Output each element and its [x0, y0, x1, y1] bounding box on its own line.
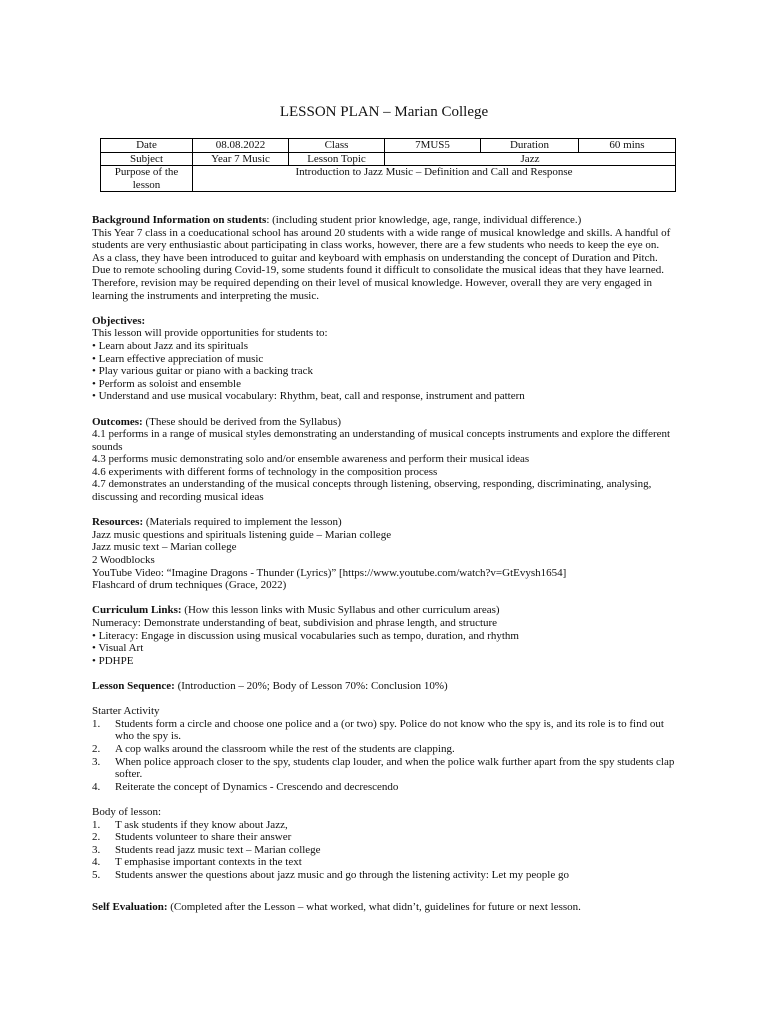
outcomes-note: (These should be derived from the Syllabus): [142, 415, 341, 428]
list-text: T emphasise important contexts in the text: [115, 856, 302, 869]
table-cell: Class: [289, 139, 385, 153]
body-list: [92, 819, 677, 882]
list-item: • PDHPE: [92, 654, 134, 667]
list-item: [92, 844, 677, 857]
curriculum-heading: Curriculum Links:: [92, 604, 182, 617]
table-cell: Year 7 Music: [193, 152, 289, 166]
lesson-info-table: [100, 138, 676, 192]
list-item: • Perform as soloist and ensemble: [92, 377, 241, 390]
objectives-heading: Objectives:: [92, 314, 146, 327]
list-text: Reiterate the concept of Dynamics - Crescendo and decrescendo: [115, 780, 399, 793]
list-number: 5.: [92, 868, 101, 881]
table-cell: Purpose of the lesson: [101, 166, 193, 192]
list-text: Students answer the questions about jazz music and go through the listening activity: Let my people go: [115, 868, 569, 881]
sequence-heading-line: [92, 680, 677, 693]
list-text: T ask students if they know about Jazz,: [115, 818, 288, 831]
list-item: 4.7 demonstrates an understanding of the musical concepts through listening, observing, responding, discriminating, analysing, discussing and recording musical ideas: [92, 478, 652, 504]
list-text: Students volunteer to share their answer: [115, 831, 292, 844]
list-text: A cop walks around the classroom while the rest of the students are clapping.: [115, 742, 455, 755]
outcomes-heading: Outcomes:: [92, 415, 143, 428]
list-item: [92, 869, 677, 882]
list-number: 1.: [92, 818, 101, 831]
list-number: 2.: [92, 831, 101, 844]
list-item: [92, 781, 677, 794]
curriculum-note: (How this lesson links with Music Syllabus and other curriculum areas): [181, 604, 500, 617]
list-item: [92, 743, 677, 756]
background-heading-line: [92, 214, 677, 227]
list-item: • Visual Art: [92, 642, 144, 655]
resources-heading: Resources:: [92, 516, 144, 529]
list-item: 2 Woodblocks: [92, 554, 155, 567]
table-cell: 08.08.2022: [193, 139, 289, 153]
resources-note: (Materials required to implement the lesson): [143, 516, 342, 529]
curriculum-heading-line: [92, 604, 677, 617]
list-number: 3.: [92, 843, 101, 856]
resources-heading-line: [92, 516, 677, 529]
body-label: Body of lesson:: [92, 805, 162, 818]
list-item: [92, 756, 677, 781]
background-paragraph: As a class, they have been introduced to guitar and keyboard with emphasis on understanding the concept of Duration and Pitch. Due to remote schooling during Covid-19, some students found it difficult to consolidate the musical ideas that they have learned. Therefore, revision may be required depending on their level of musical knowledge. However, overall they are very engaged in learning the instruments and interpreting the music.: [92, 251, 664, 302]
table-row: [101, 152, 676, 166]
sequence-note: (Introduction – 20%; Body of Lesson 70%: Conclusion 10%): [174, 679, 448, 692]
background-heading: Background Information on students: [92, 214, 267, 226]
table-cell: Jazz: [385, 152, 676, 166]
table-cell: Introduction to Jazz Music – Definition and Call and Response: [193, 166, 676, 192]
list-item: • Play various guitar or piano with a backing track: [92, 365, 314, 378]
list-text: Students read jazz music text – Marian college: [115, 843, 321, 856]
list-item: [92, 819, 677, 832]
list-text: Students form a circle and choose one police and a (or two) spy. Police do not know who the spy is, and its role is to find out who the spy is.: [115, 717, 664, 743]
list-item: 4.1 performs in a range of musical styles demonstrating an understanding of musical concepts instruments and explore the different sounds: [92, 428, 671, 453]
list-item: [92, 856, 677, 869]
list-item: Jazz music questions and spirituals listening guide – Marian college: [92, 528, 392, 541]
list-item: 4.3 performs music demonstrating solo and/or ensemble awareness and perform their musical ideas: [92, 453, 530, 466]
table-cell: Lesson Topic: [289, 152, 385, 166]
page-title: LESSON PLAN – Marian College: [279, 104, 489, 120]
list-item: [92, 718, 677, 743]
list-number: 1.: [92, 717, 101, 730]
self-eval-heading: Self Evaluation:: [92, 901, 168, 914]
table-cell: Subject: [101, 152, 193, 166]
list-item: • Learn about Jazz and its spirituals: [92, 339, 248, 352]
table-cell: Duration: [481, 139, 579, 153]
lesson-body: [92, 214, 677, 914]
list-item: [92, 831, 677, 844]
list-number: 2.: [92, 742, 101, 755]
list-item: Numeracy: Demonstrate understanding of beat, subdivision and phrase length, and structure: [92, 617, 498, 629]
list-number: 4.: [92, 856, 101, 869]
list-item: Jazz music text – Marian college: [92, 541, 237, 554]
list-item: Flashcard of drum techniques (Grace, 2022): [92, 579, 287, 592]
list-item: • Learn effective appreciation of music: [92, 352, 264, 365]
list-number: 4.: [92, 780, 101, 793]
list-item: 4.6 experiments with different forms of technology in the composition process: [92, 465, 438, 478]
sequence-heading: Lesson Sequence:: [92, 679, 175, 692]
list-item: • Understand and use musical vocabulary: Rhythm, beat, call and response, instrument and pattern: [92, 390, 525, 403]
list-text: When police approach closer to the spy, students clap louder, and when the police walk further apart from the spy students clap softer.: [115, 755, 675, 781]
starter-label: Starter Activity: [92, 705, 160, 718]
starter-list: [92, 718, 677, 794]
outcomes-heading-line: [92, 416, 677, 429]
list-item: YouTube Video: “Imagine Dragons - Thunder (Lyrics)” [https://www.youtube.com/watch?v=GtEvysh1654]: [92, 566, 567, 579]
table-row: [101, 139, 676, 153]
list-number: 3.: [92, 755, 101, 768]
table-cell: 7MUS5: [385, 139, 481, 153]
background-note: : (including student prior knowledge, age, range, individual difference.): [266, 214, 582, 226]
objectives-intro: This lesson will provide opportunities for students to:: [92, 327, 328, 340]
table-cell: Date: [101, 139, 193, 153]
table-cell: 60 mins: [579, 139, 676, 153]
table-row: [101, 166, 676, 192]
list-item: • Literacy: Engage in discussion using musical vocabularies such as tempo, duration, and rhythm: [92, 629, 519, 642]
self-eval-heading-line: [92, 901, 677, 914]
background-paragraph: This Year 7 class in a coeducational school has around 20 students with a wide range of musical knowledge and skills. A handful of students are very enthusiastic about participating in class works, however, there are a few students who needs to keep the eye on.: [92, 226, 671, 252]
self-eval-note: (Completed after the Lesson – what worked, what didn’t, guidelines for future or next lesson.: [167, 901, 581, 914]
